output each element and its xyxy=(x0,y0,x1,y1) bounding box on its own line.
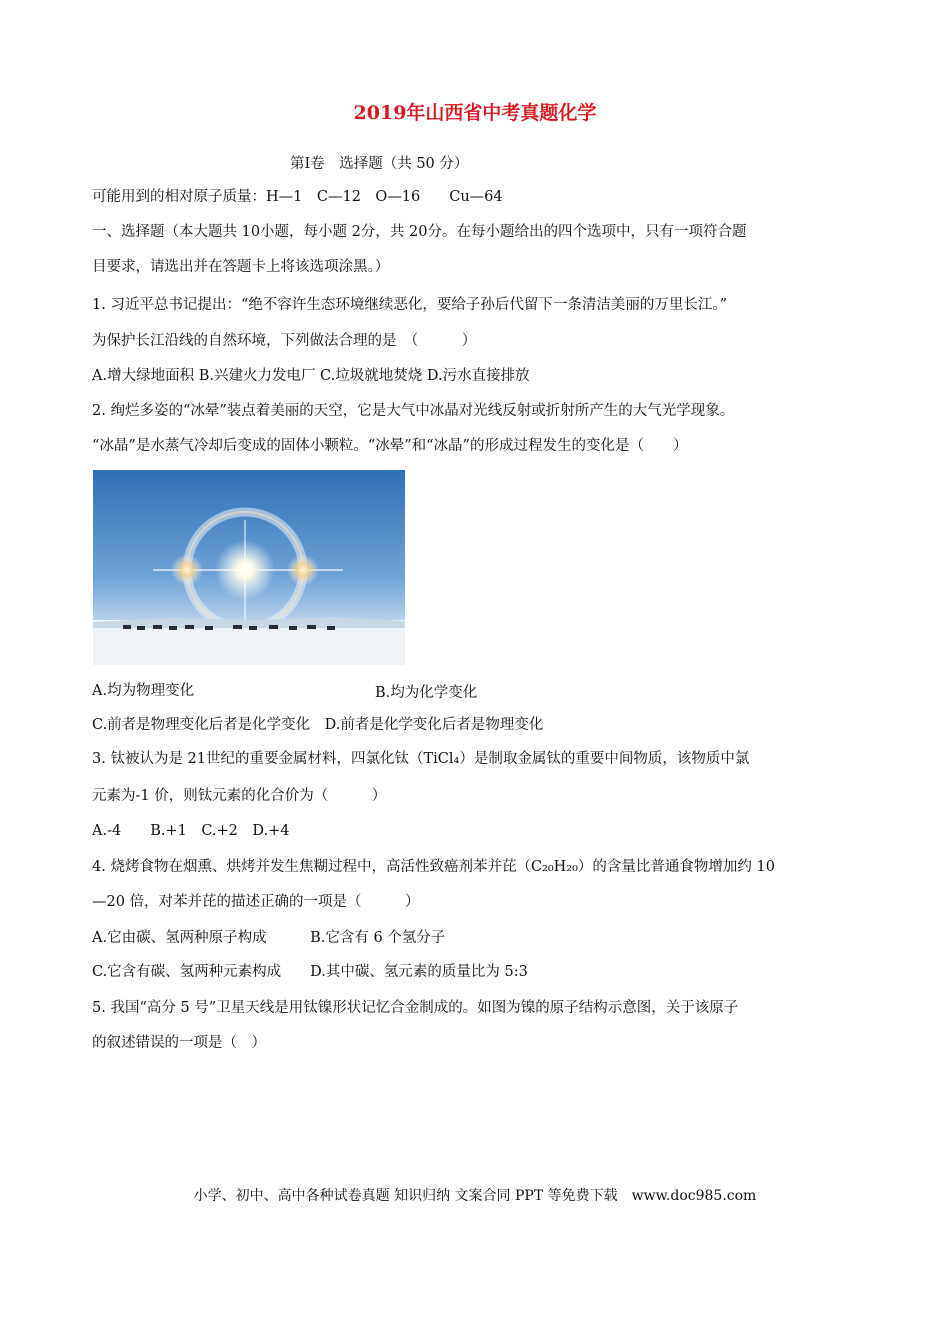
ice-halo-illustration xyxy=(93,470,405,665)
q3-stem-line1: 3. 钛被认为是 21世纪的重要金属材料，四氯化钛（TiCl₄）是制取金属钛的重要中间物质，该物质中氯 xyxy=(92,751,750,767)
q2-options-cd: C.前者是物理变化后者是化学变化 D.前者是化学变化后者是物理变化 xyxy=(92,717,544,733)
q3-stem-line2: 元素为-1 价，则钛元素的化合价为（ ） xyxy=(92,788,387,804)
q2-option-a: A.均为物理变化 xyxy=(92,683,195,699)
document-title: 2019年山西省中考真题化学 xyxy=(353,102,597,124)
ice-halo-photo xyxy=(93,470,405,665)
q4-stem-line1: 4. 烧烤食物在烟熏、烘烤并发生焦糊过程中，高活性致癌剂苯并芘（C₂₀H₂₀）的含量比普通食物增加约 10 xyxy=(92,859,775,875)
q2-stem-line1: 2. 绚烂多姿的“冰晕”装点着美丽的天空，它是大气中冰晶对光线反射或折射所产生的大气光学现象。 xyxy=(92,403,735,419)
q2-stem-line2: “冰晶”是水蒸气冷却后变成的固体小颗粒。“冰晕”和“冰晶”的形成过程发生的变化是（ ） xyxy=(92,438,688,454)
q2-option-b: B.均为化学变化 xyxy=(375,685,478,701)
part1-instructions-line2: 目要求，请选出并在答题卡上将该选项涂黑。） xyxy=(92,259,390,275)
part1-instructions-line1: 一、选择题（本大题共 10小题，每小题 2分，共 20分。在每小题给出的四个选项中，只有一项符合题 xyxy=(92,224,747,240)
q4-options-ab: A.它由碳、氢两种原子构成 B.它含有 6 个氢分子 xyxy=(92,930,446,946)
q1-stem-line1: 1. 习近平总书记提出：“绝不容许生态环境继续恶化，要给子孙后代留下一条清洁美丽的万里长江。” xyxy=(92,297,728,313)
q4-stem-line2: —20 倍，对苯并芘的描述正确的一项是（ ） xyxy=(92,894,420,910)
q1-options: A.增大绿地面积 B.兴建火力发电厂 C.垃圾就地焚烧 D.污水直接排放 xyxy=(92,368,530,384)
q5-stem-line1: 5. 我国“高分 5 号”卫星天线是用钛镍形状记忆合金制成的。如图为镍的原子结构示意图，关于该原子 xyxy=(92,1000,739,1016)
atomic-masses: 可能用到的相对原子质量：H—1 C—12 O—16 Cu—64 xyxy=(92,189,503,205)
q4-options-cd: C.它含有碳、氢两种元素构成 D.其中碳、氢元素的质量比为 5:3 xyxy=(92,964,528,980)
q3-options: A.-4 B.+1 C.+2 D.+4 xyxy=(92,823,290,839)
q5-stem-line2: 的叙述错误的一项是（ ） xyxy=(92,1035,266,1051)
section-heading: 第Ⅰ卷 选择题（共 50 分） xyxy=(290,156,469,172)
q1-stem-line2: 为保护长江沿线的自然环境，下列做法合理的是 （ ） xyxy=(92,333,477,349)
page-footer: 小学、初中、高中各种试卷真题 知识归纳 文案合同 PPT 等免费下载 www.doc985.com xyxy=(193,1188,757,1204)
